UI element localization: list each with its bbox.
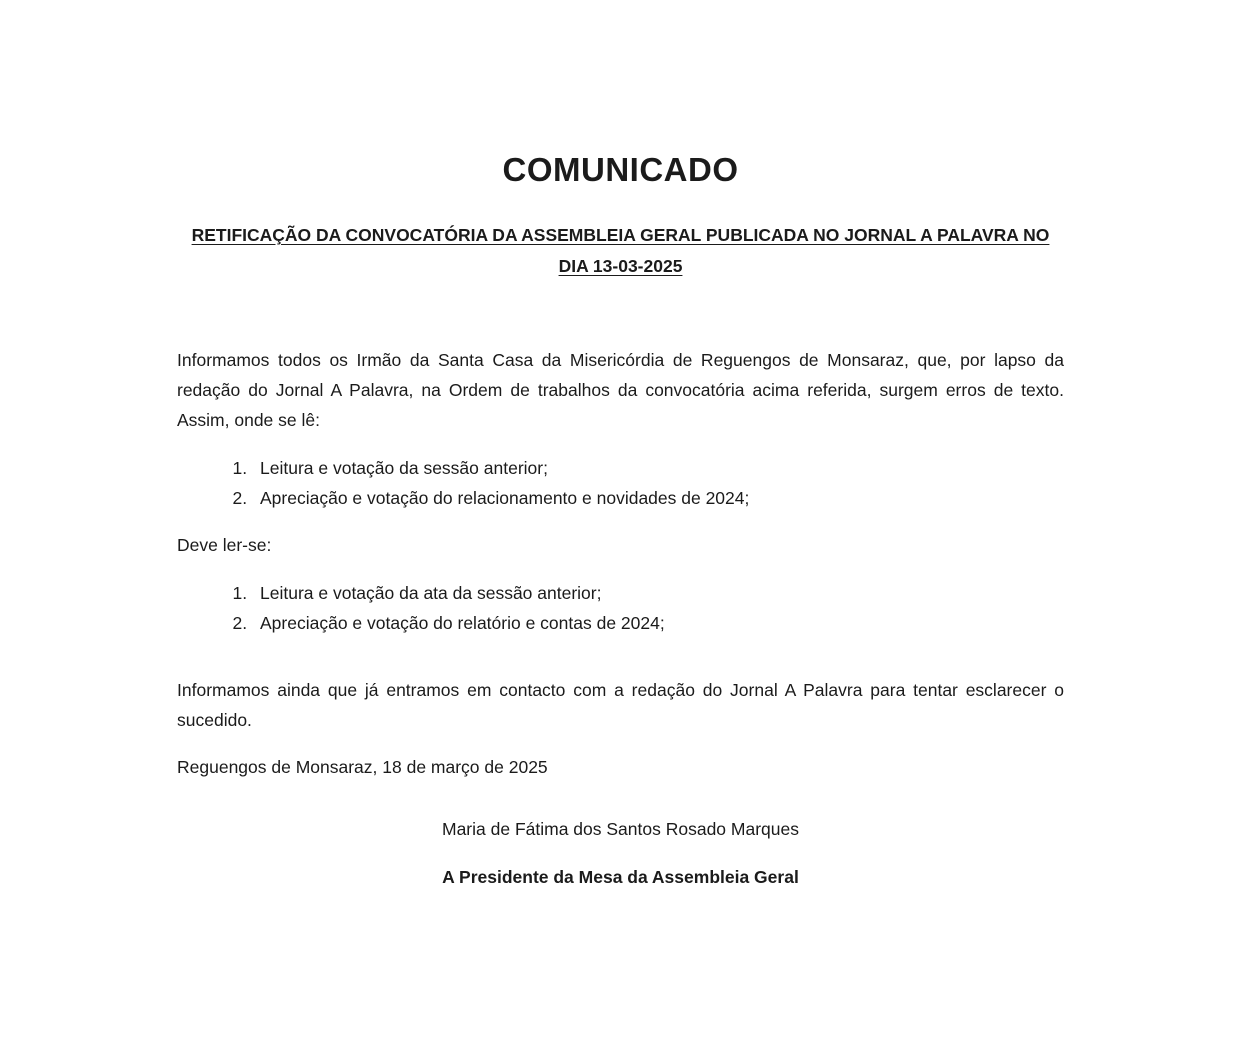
signature-name: Maria de Fátima dos Santos Rosado Marques <box>442 819 799 839</box>
corrected-wording-item-2: 2. Apreciação e votação do relatório e contas de 2024; <box>252 608 1064 638</box>
original-wording-list <box>177 453 1064 513</box>
corrected-wording-list <box>177 578 1064 638</box>
signature-title: A Presidente da Mesa da Assembleia Geral <box>442 866 799 887</box>
followup-paragraph: Informamos ainda que já entramos em contacto com a redação do Jornal A Palavra para tentar esclarecer o sucedido. <box>177 679 1064 730</box>
intro-paragraph: Informamos todos os Irmão da Santa Casa da Misericórdia de Reguengos de Monsaraz, que, por lapso da redação do Jornal A Palavra, na Ordem de trabalhos da convocatória acima referida, surgem erros de texto. Assim, onde se lê: <box>177 350 1064 430</box>
original-wording-item-1: 1. Leitura e votação da sessão anterior; <box>252 453 1064 483</box>
corrected-wording-item-1: 1. Leitura e votação da ata da sessão anterior; <box>252 578 1064 608</box>
document-subtitle: RETIFICAÇÃO DA CONVOCATÓRIA DA ASSEMBLEIA GERAL PUBLICADA NO JORNAL A PALAVRA NO DIA 13-03-2025 <box>191 225 1050 276</box>
document-title: COMUNICADO <box>502 151 739 188</box>
deve-ler-se-label: Deve ler-se: <box>177 534 272 555</box>
original-wording-item-2: 2. Apreciação e votação do relacionamento e novidades de 2024; <box>252 483 1064 513</box>
dateline: Reguengos de Monsaraz, 18 de março de 2025 <box>177 757 548 777</box>
